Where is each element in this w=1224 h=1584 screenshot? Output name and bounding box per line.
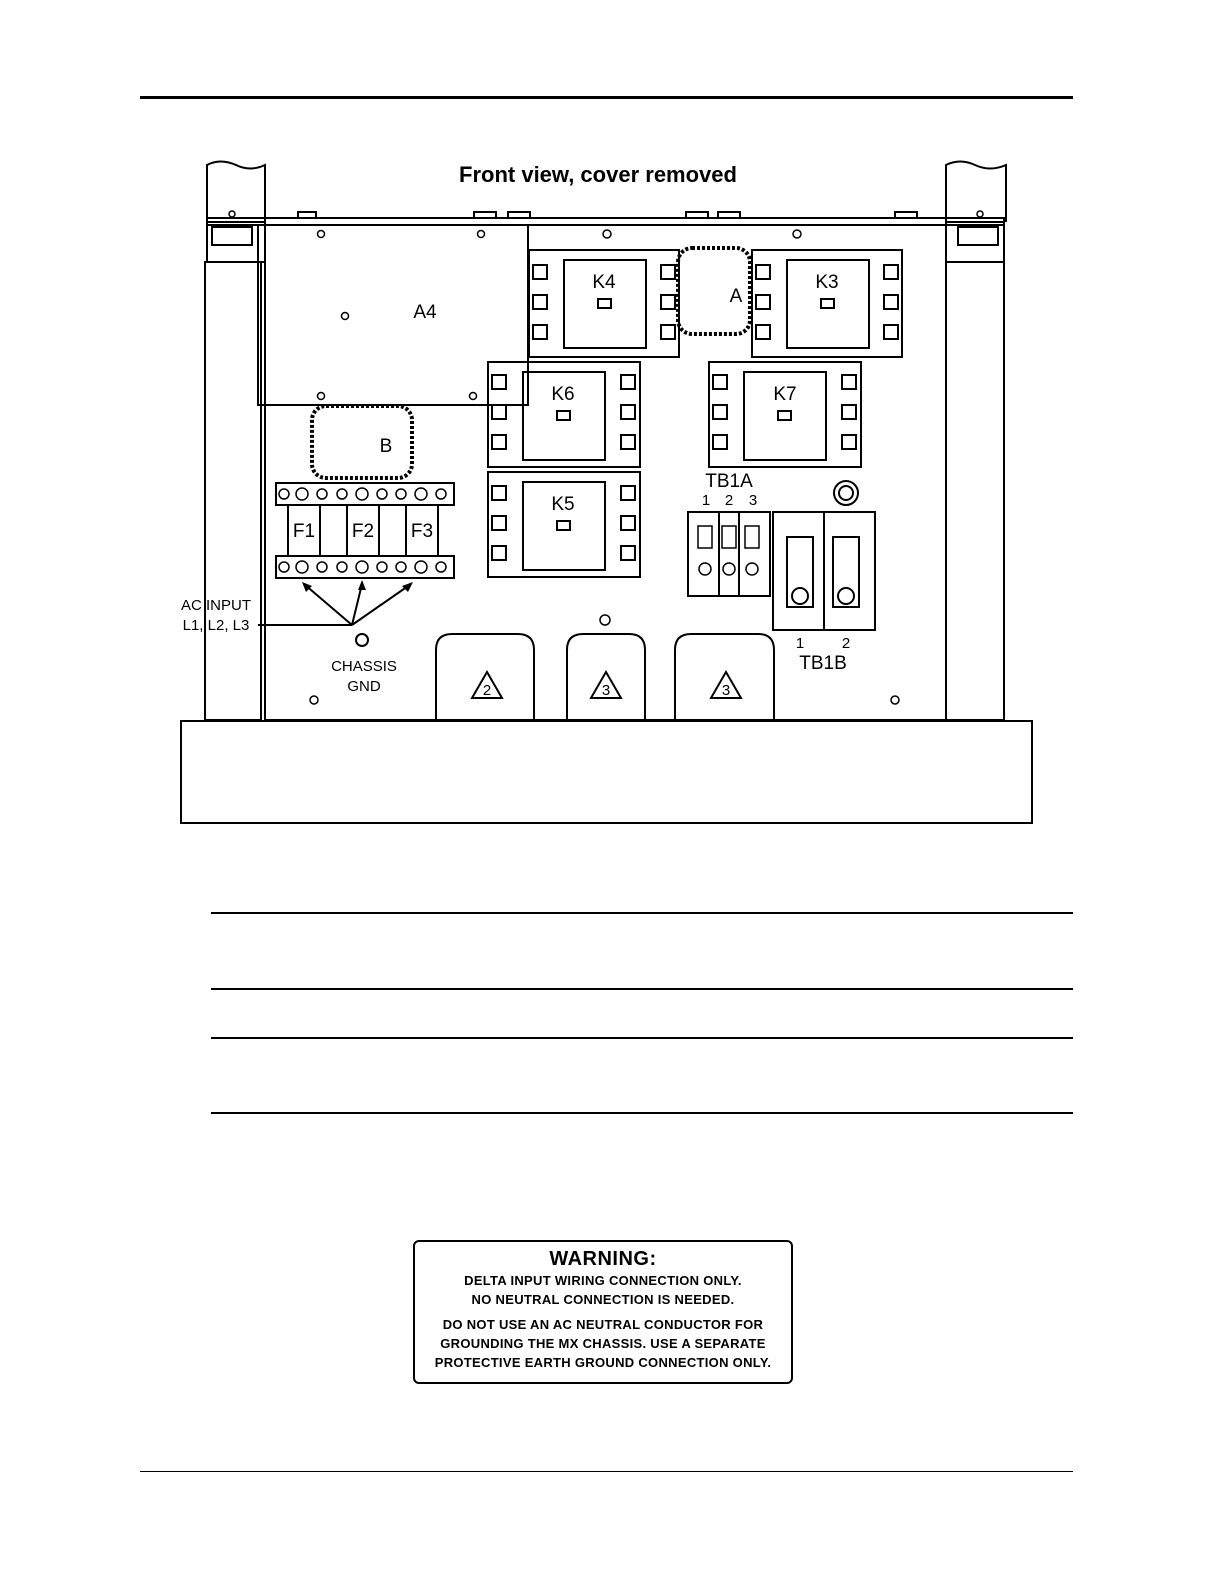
- module-3a: [567, 634, 645, 720]
- table-rule-3: [211, 1037, 1073, 1039]
- label-ac-phases: L1, L2, L3: [182, 617, 250, 634]
- tb1b-block: [773, 481, 875, 630]
- power-modules: [436, 634, 774, 720]
- chassis-gnd-stud: [356, 634, 368, 646]
- relays: [488, 250, 902, 577]
- table-rule-1: [211, 912, 1073, 914]
- label-f1: F1: [292, 521, 316, 542]
- tb1a-block: [688, 512, 770, 596]
- label-module-2: 2: [482, 682, 492, 699]
- arrow-heads: [302, 580, 413, 592]
- label-k5: K5: [551, 494, 575, 515]
- label-f2: F2: [351, 521, 375, 542]
- ac-input-arrows: [258, 584, 411, 625]
- label-tb1a: TB1A: [705, 471, 753, 492]
- label-module-3b: 3: [721, 682, 731, 699]
- table-rule-4: [211, 1112, 1073, 1114]
- label-chassis: CHASSIS: [331, 658, 397, 675]
- left-rack-rail: [205, 262, 261, 720]
- left-rack-ear: [207, 162, 265, 223]
- label-k6: K6: [551, 384, 575, 405]
- label-module-3a: 3: [601, 682, 611, 699]
- diagram-title: Front view, cover removed: [459, 162, 737, 187]
- label-f3: F3: [410, 521, 434, 542]
- label-a4: A4: [413, 302, 437, 323]
- warning-title: WARNING:: [549, 1248, 657, 1270]
- warning-line: DELTA INPUT WIRING CONNECTION ONLY.: [464, 1273, 742, 1288]
- label-tb1a-3: 3: [748, 492, 758, 509]
- warning-line: DO NOT USE AN AC NEUTRAL CONDUCTOR FOR: [442, 1317, 764, 1332]
- label-tb1a-2: 2: [724, 492, 734, 509]
- label-b: B: [379, 436, 393, 457]
- label-k4: K4: [592, 272, 616, 293]
- relay-k4: [529, 250, 679, 357]
- table-rule-2: [211, 988, 1073, 990]
- warning-line: NO NEUTRAL CONNECTION IS NEEDED.: [471, 1292, 735, 1307]
- label-gnd: GND: [347, 678, 381, 695]
- warning-line: PROTECTIVE EARTH GROUND CONNECTION ONLY.: [434, 1355, 772, 1370]
- relay-k5: [488, 472, 640, 577]
- label-k7: K7: [773, 384, 797, 405]
- label-a: A: [729, 286, 743, 307]
- right-rack-rail: [946, 262, 1004, 720]
- warning-label: [413, 1240, 793, 1384]
- warning-line: GROUNDING THE MX CHASSIS. USE A SEPARATE: [440, 1336, 766, 1351]
- toroid-b: [312, 406, 412, 478]
- label-tb1b: TB1B: [799, 653, 847, 674]
- top-strip: [207, 218, 1004, 225]
- label-tb1a-1: 1: [701, 492, 711, 509]
- module-3b: [675, 634, 774, 720]
- relay-k6: [488, 362, 640, 467]
- relay-k7: [709, 362, 861, 467]
- right-handle-latch: [958, 227, 998, 245]
- label-k3: K3: [815, 272, 839, 293]
- label-tb1b-1: 1: [795, 635, 805, 652]
- label-ac-input: AC INPUT: [180, 597, 252, 614]
- left-handle-latch: [212, 227, 252, 245]
- right-rack-ear: [946, 162, 1006, 223]
- front-bezel: [181, 721, 1032, 823]
- relay-k3: [752, 250, 902, 357]
- label-tb1b-2: 2: [841, 635, 851, 652]
- footer-rule: [140, 1471, 1073, 1472]
